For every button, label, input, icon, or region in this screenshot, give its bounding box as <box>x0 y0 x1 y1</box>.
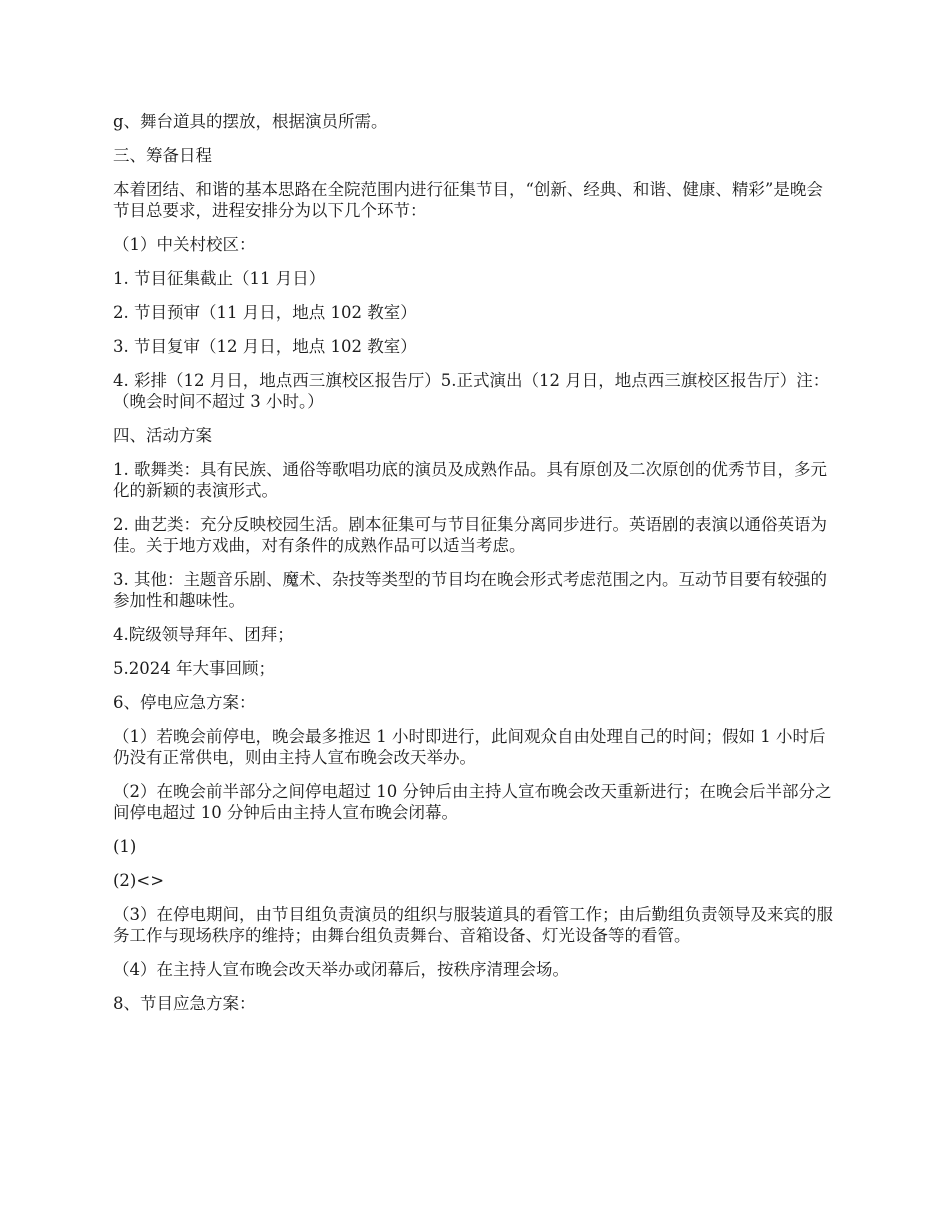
paragraph-year-review: 5.2024 年大事回顾； <box>113 659 275 678</box>
heading-activity-plan: 四、活动方案 <box>113 426 212 445</box>
document-body <box>113 111 835 1027</box>
paragraph-song-dance: 1. 歌舞类：具有民族、通俗等歌唱功底的演员及成熟作品。具有原创及二次原创的优秀节目，多元化的新颖的表演形式。 <box>113 460 827 500</box>
heading-power-outage-plan: 6、停电应急方案： <box>113 693 256 712</box>
paragraph-props-arrangement: g、舞台道具的摆放，根据演员所需。 <box>113 112 388 131</box>
paragraph-marker-2: (2)<> <box>113 871 165 890</box>
paragraph-preliminary-review: 2. 节目预审（11 月日，地点 102 教室） <box>113 303 417 322</box>
paragraph-rehearsal-performance: 4. 彩排（12 月日，地点西三旗校区报告厅）5.正式演出（12 月日，地点西三旗校区报告厅）注：（晚会时间不超过 3 小时。） <box>113 371 830 411</box>
paragraph-schedule-intro: 本着团结、和谐的基本思路在全院范围内进行征集节目，“创新、经典、和谐、健康、精彩”是晚会节目总要求，进程安排分为以下几个环节： <box>113 180 823 220</box>
paragraph-marker-1: (1) <box>113 837 137 856</box>
paragraph-outage-before: （1）若晚会前停电，晚会最多推迟 1 小时即进行，此间观众自由处理自己的时间；假如 1 小时后仍没有正常供电，则由主持人宣布晚会改天举办。 <box>113 727 826 767</box>
paragraph-clear-venue: （4）在主持人宣布晚会改天举办或闭幕后，按秩序清理会场。 <box>113 960 569 979</box>
paragraph-second-review: 3. 节目复审（12 月日，地点 102 教室） <box>113 337 417 356</box>
paragraph-campus-zhongguancun: （1）中关村校区： <box>113 235 256 254</box>
paragraph-outage-duties: （3）在停电期间，由节目组负责演员的组织与服装道具的看管工作；由后勤组负责领导及来宾的服务工作与现场秩序的维持；由舞台组负责舞台、音箱设备、灯光设备等的看管。 <box>113 905 833 945</box>
paragraph-leaders-greeting: 4.院级领导拜年、团拜； <box>113 625 294 644</box>
heading-program-emergency-plan: 8、节目应急方案： <box>113 994 256 1013</box>
paragraph-outage-during: （2）在晚会前半部分之间停电超过 10 分钟后由主持人宣布晚会改天重新进行；在晚会后半部分之间停电超过 10 分钟后由主持人宣布晚会闭幕。 <box>113 782 832 822</box>
paragraph-submission-deadline: 1. 节目征集截止（11 月日） <box>113 269 326 288</box>
paragraph-other-programs: 3. 其他：主题音乐剧、魔术、杂技等类型的节目均在晚会形式考虑范围之内。互动节目要有较强的参加性和趣味性。 <box>113 570 827 610</box>
paragraph-folk-arts: 2. 曲艺类：充分反映校园生活。剧本征集可与节目征集分离同步进行。英语剧的表演以通俗英语为佳。关于地方戏曲，对有条件的成熟作品可以适当考虑。 <box>113 515 827 555</box>
heading-preparation-schedule: 三、筹备日程 <box>113 146 212 165</box>
